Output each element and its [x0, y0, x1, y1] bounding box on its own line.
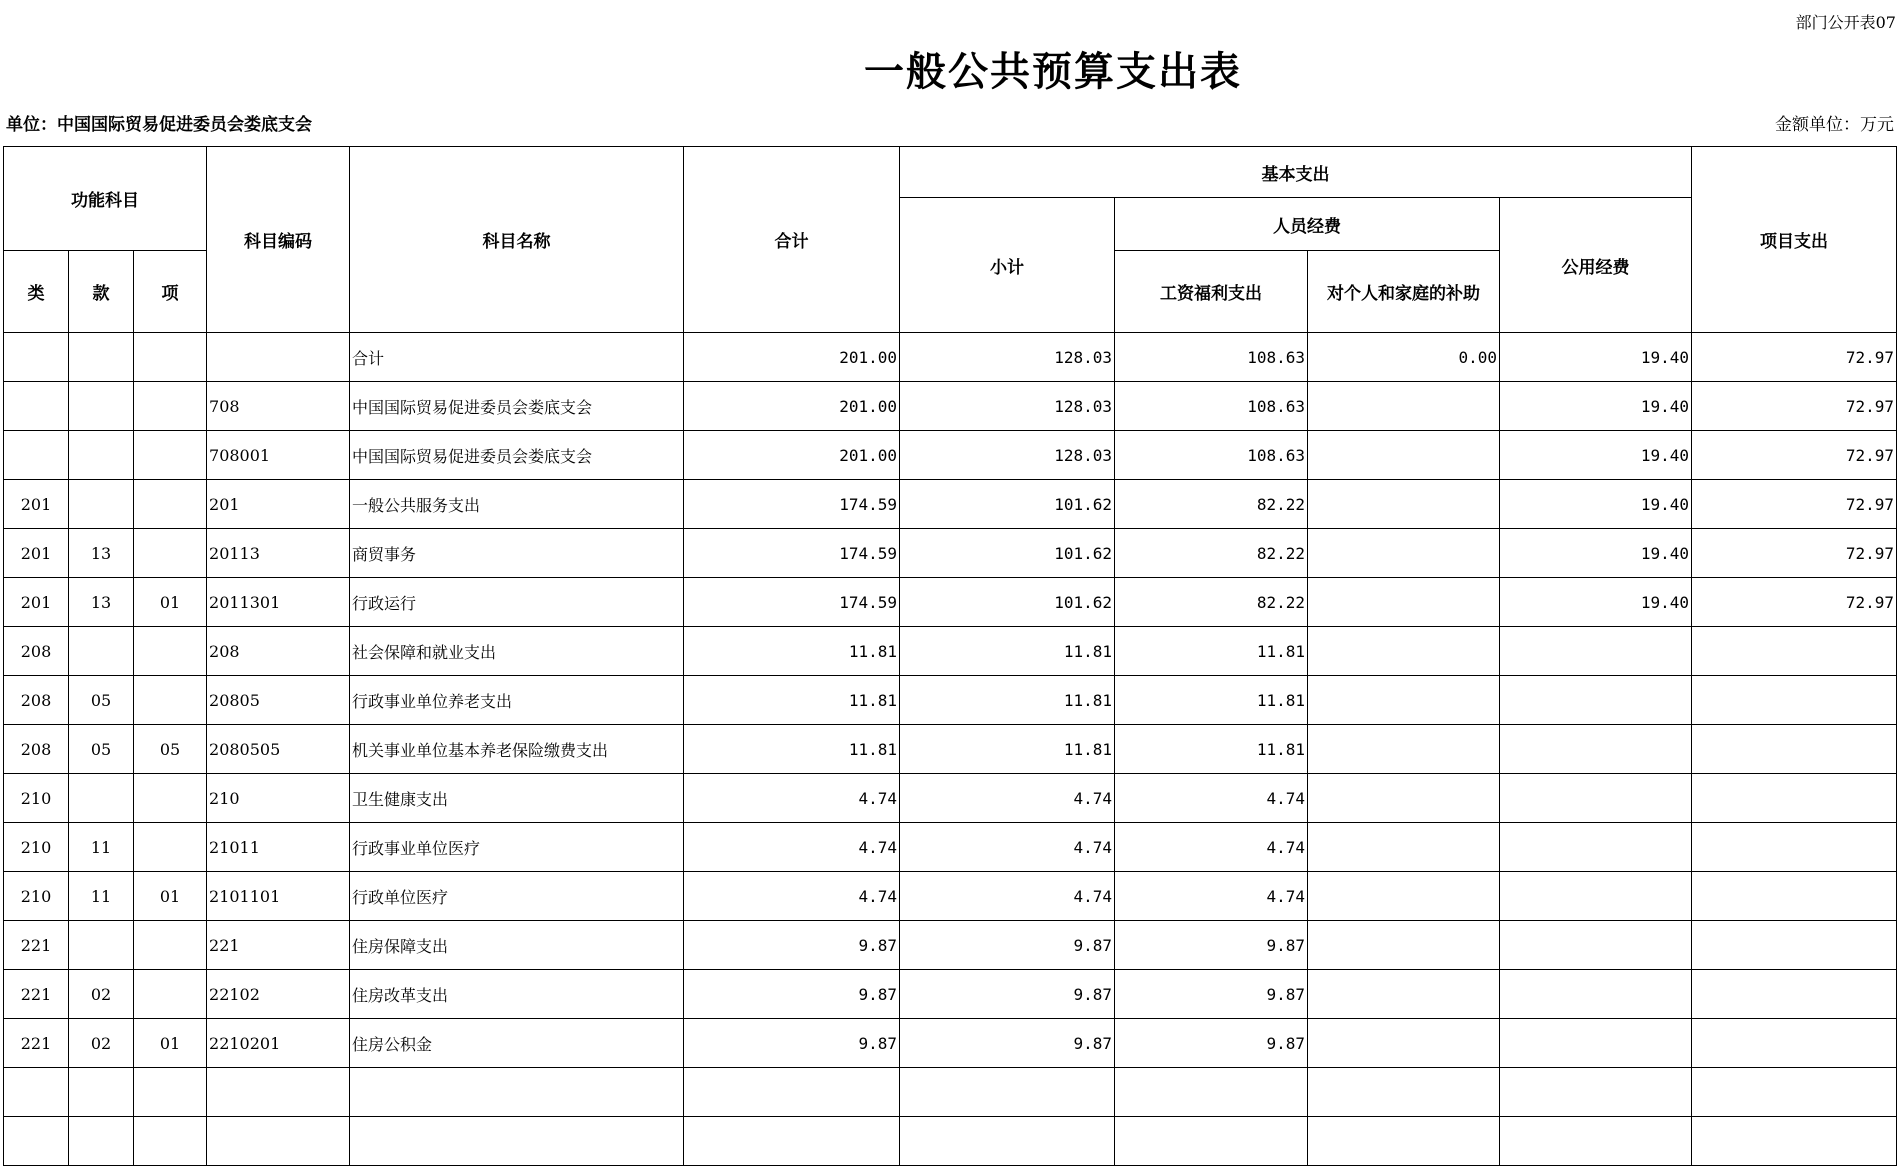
cell-subsidies	[1308, 676, 1500, 725]
cell-public-funds	[1500, 1117, 1692, 1166]
cell-subsidies	[1308, 921, 1500, 970]
cell-project-expense	[1692, 725, 1897, 774]
cell-wages: 9.87	[1115, 1019, 1308, 1068]
cell-kuan: 02	[69, 970, 134, 1019]
cell-xiang	[134, 382, 207, 431]
cell-code: 2210201	[207, 1019, 350, 1068]
cell-kuan: 11	[69, 823, 134, 872]
cell-name: 住房保障支出	[350, 921, 684, 970]
cell-kuan	[69, 431, 134, 480]
cell-kuan	[69, 382, 134, 431]
cell-subsidies	[1308, 382, 1500, 431]
page-code: 部门公开表07	[1795, 13, 1896, 32]
cell-subsidies	[1308, 970, 1500, 1019]
cell-code: 210	[207, 774, 350, 823]
cell-xiang	[134, 921, 207, 970]
cell-kuan: 13	[69, 578, 134, 627]
cell-wages: 82.22	[1115, 529, 1308, 578]
cell-total: 201.00	[684, 431, 900, 480]
table-row	[4, 774, 1897, 823]
cell-code: 2101101	[207, 872, 350, 921]
cell-xiang	[134, 970, 207, 1019]
cell-subtotal: 9.87	[900, 970, 1115, 1019]
cell-public-funds	[1500, 1019, 1692, 1068]
cell-project-expense	[1692, 1117, 1897, 1166]
cell-code: 20113	[207, 529, 350, 578]
cell-wages: 108.63	[1115, 431, 1308, 480]
cell-subsidies	[1308, 725, 1500, 774]
cell-total	[684, 1068, 900, 1117]
cell-kuan: 11	[69, 872, 134, 921]
cell-public-funds	[1500, 872, 1692, 921]
cell-public-funds	[1500, 774, 1692, 823]
cell-lei: 208	[4, 676, 69, 725]
cell-public-funds: 19.40	[1500, 333, 1692, 382]
cell-name: 行政事业单位医疗	[350, 823, 684, 872]
cell-kuan	[69, 774, 134, 823]
cell-project-expense: 72.97	[1692, 431, 1897, 480]
cell-total: 4.74	[684, 872, 900, 921]
cell-xiang	[134, 676, 207, 725]
cell-name: 行政单位医疗	[350, 872, 684, 921]
cell-lei: 210	[4, 774, 69, 823]
cell-name: 行政事业单位养老支出	[350, 676, 684, 725]
cell-total: 11.81	[684, 725, 900, 774]
cell-project-expense	[1692, 774, 1897, 823]
cell-lei: 201	[4, 480, 69, 529]
header-subtotal: 小计	[900, 198, 1115, 333]
cell-total: 174.59	[684, 480, 900, 529]
cell-wages: 108.63	[1115, 382, 1308, 431]
cell-subsidies	[1308, 529, 1500, 578]
cell-subsidies	[1308, 1117, 1500, 1166]
cell-lei: 221	[4, 1019, 69, 1068]
cell-lei: 221	[4, 921, 69, 970]
cell-project-expense	[1692, 970, 1897, 1019]
cell-xiang: 01	[134, 578, 207, 627]
cell-name: 住房改革支出	[350, 970, 684, 1019]
header-function-subject: 功能科目	[4, 147, 207, 251]
cell-public-funds	[1500, 725, 1692, 774]
cell-public-funds	[1500, 921, 1692, 970]
budget-table	[3, 146, 1897, 1166]
cell-code: 708001	[207, 431, 350, 480]
table-row	[4, 1019, 1897, 1068]
cell-name	[350, 1117, 684, 1166]
cell-lei: 208	[4, 627, 69, 676]
cell-kuan: 13	[69, 529, 134, 578]
cell-total: 201.00	[684, 382, 900, 431]
table-row	[4, 1068, 1897, 1117]
cell-public-funds: 19.40	[1500, 480, 1692, 529]
cell-total: 4.74	[684, 823, 900, 872]
cell-xiang	[134, 823, 207, 872]
cell-xiang	[134, 627, 207, 676]
cell-name: 住房公积金	[350, 1019, 684, 1068]
table-row	[4, 921, 1897, 970]
cell-name: 合计	[350, 333, 684, 382]
cell-subtotal	[900, 1068, 1115, 1117]
cell-wages: 82.22	[1115, 480, 1308, 529]
cell-project-expense: 72.97	[1692, 578, 1897, 627]
cell-kuan: 02	[69, 1019, 134, 1068]
cell-code: 201	[207, 480, 350, 529]
table-row	[4, 1117, 1897, 1166]
cell-public-funds: 19.40	[1500, 529, 1692, 578]
cell-subtotal: 128.03	[900, 382, 1115, 431]
table-row	[4, 970, 1897, 1019]
cell-wages	[1115, 1068, 1308, 1117]
cell-subsidies	[1308, 627, 1500, 676]
cell-wages: 4.74	[1115, 774, 1308, 823]
cell-lei: 221	[4, 970, 69, 1019]
cell-kuan	[69, 480, 134, 529]
cell-code: 22102	[207, 970, 350, 1019]
cell-public-funds	[1500, 627, 1692, 676]
table-row	[4, 333, 1897, 382]
cell-wages: 9.87	[1115, 921, 1308, 970]
cell-code: 2011301	[207, 578, 350, 627]
cell-kuan	[69, 1068, 134, 1117]
cell-public-funds	[1500, 970, 1692, 1019]
cell-total: 174.59	[684, 578, 900, 627]
cell-xiang	[134, 1117, 207, 1166]
cell-project-expense: 72.97	[1692, 480, 1897, 529]
cell-total: 4.74	[684, 774, 900, 823]
cell-subtotal: 9.87	[900, 921, 1115, 970]
cell-wages: 11.81	[1115, 676, 1308, 725]
cell-project-expense	[1692, 627, 1897, 676]
cell-xiang	[134, 480, 207, 529]
table-row	[4, 627, 1897, 676]
cell-lei: 201	[4, 529, 69, 578]
cell-subtotal: 11.81	[900, 676, 1115, 725]
header-lei: 类	[4, 251, 69, 333]
cell-kuan: 05	[69, 676, 134, 725]
cell-xiang	[134, 431, 207, 480]
cell-name: 商贸事务	[350, 529, 684, 578]
cell-subsidies	[1308, 480, 1500, 529]
cell-code: 21011	[207, 823, 350, 872]
header-wages: 工资福利支出	[1115, 251, 1308, 333]
cell-name: 中国国际贸易促进委员会娄底支会	[350, 382, 684, 431]
cell-subsidies	[1308, 774, 1500, 823]
cell-name: 卫生健康支出	[350, 774, 684, 823]
cell-name: 行政运行	[350, 578, 684, 627]
table-row	[4, 872, 1897, 921]
cell-project-expense	[1692, 872, 1897, 921]
cell-subtotal: 101.62	[900, 578, 1115, 627]
cell-subtotal: 4.74	[900, 872, 1115, 921]
cell-subtotal: 11.81	[900, 627, 1115, 676]
cell-total: 11.81	[684, 627, 900, 676]
cell-project-expense: 72.97	[1692, 529, 1897, 578]
cell-code: 221	[207, 921, 350, 970]
cell-subtotal: 4.74	[900, 774, 1115, 823]
cell-lei	[4, 431, 69, 480]
cell-total: 9.87	[684, 921, 900, 970]
cell-xiang	[134, 529, 207, 578]
cell-name: 机关事业单位基本养老保险缴费支出	[350, 725, 684, 774]
header-public-funds: 公用经费	[1500, 198, 1692, 333]
cell-kuan: 05	[69, 725, 134, 774]
header-subject-name: 科目名称	[350, 147, 684, 333]
table-row	[4, 431, 1897, 480]
cell-wages: 9.87	[1115, 970, 1308, 1019]
page-title: 一般公共预算支出表	[864, 48, 1242, 95]
table-row	[4, 529, 1897, 578]
cell-lei: 208	[4, 725, 69, 774]
cell-subtotal	[900, 1117, 1115, 1166]
cell-subtotal: 128.03	[900, 333, 1115, 382]
cell-code	[207, 1117, 350, 1166]
cell-subsidies	[1308, 1019, 1500, 1068]
cell-lei: 201	[4, 578, 69, 627]
cell-name: 社会保障和就业支出	[350, 627, 684, 676]
cell-subtotal: 11.81	[900, 725, 1115, 774]
cell-total	[684, 1117, 900, 1166]
cell-wages: 108.63	[1115, 333, 1308, 382]
table-body	[4, 333, 1897, 1166]
cell-xiang	[134, 774, 207, 823]
cell-subsidies: 0.00	[1308, 333, 1500, 382]
cell-total: 9.87	[684, 970, 900, 1019]
cell-lei	[4, 382, 69, 431]
cell-subtotal: 128.03	[900, 431, 1115, 480]
cell-total: 11.81	[684, 676, 900, 725]
cell-kuan	[69, 1117, 134, 1166]
cell-wages: 4.74	[1115, 872, 1308, 921]
cell-project-expense	[1692, 823, 1897, 872]
cell-lei	[4, 1068, 69, 1117]
table-row	[4, 480, 1897, 529]
cell-total: 9.87	[684, 1019, 900, 1068]
cell-public-funds: 19.40	[1500, 382, 1692, 431]
cell-public-funds	[1500, 823, 1692, 872]
cell-code: 2080505	[207, 725, 350, 774]
cell-subtotal: 4.74	[900, 823, 1115, 872]
cell-code: 208	[207, 627, 350, 676]
cell-subsidies	[1308, 872, 1500, 921]
cell-kuan	[69, 627, 134, 676]
table-row	[4, 382, 1897, 431]
cell-project-expense	[1692, 1068, 1897, 1117]
cell-project-expense	[1692, 676, 1897, 725]
cell-lei: 210	[4, 823, 69, 872]
cell-code: 20805	[207, 676, 350, 725]
cell-subsidies	[1308, 578, 1500, 627]
cell-public-funds	[1500, 1068, 1692, 1117]
cell-name: 中国国际贸易促进委员会娄底支会	[350, 431, 684, 480]
cell-kuan	[69, 921, 134, 970]
table-row	[4, 823, 1897, 872]
header-kuan: 款	[69, 251, 134, 333]
cell-project-expense: 72.97	[1692, 333, 1897, 382]
table-row	[4, 676, 1897, 725]
cell-lei	[4, 333, 69, 382]
cell-kuan	[69, 333, 134, 382]
cell-subsidies	[1308, 1068, 1500, 1117]
cell-wages: 11.81	[1115, 725, 1308, 774]
cell-wages: 82.22	[1115, 578, 1308, 627]
header-project-expense: 项目支出	[1692, 147, 1897, 333]
header-subject-code: 科目编码	[207, 147, 350, 333]
cell-xiang	[134, 1068, 207, 1117]
header-personnel: 人员经费	[1115, 198, 1500, 251]
cell-xiang	[134, 333, 207, 382]
cell-total: 174.59	[684, 529, 900, 578]
header-total: 合计	[684, 147, 900, 333]
cell-project-expense	[1692, 921, 1897, 970]
cell-code	[207, 333, 350, 382]
table-row	[4, 725, 1897, 774]
cell-xiang: 01	[134, 872, 207, 921]
cell-wages	[1115, 1117, 1308, 1166]
cell-project-expense	[1692, 1019, 1897, 1068]
cell-name: 一般公共服务支出	[350, 480, 684, 529]
cell-name	[350, 1068, 684, 1117]
cell-subsidies	[1308, 431, 1500, 480]
header-xiang: 项	[134, 251, 207, 333]
cell-subtotal: 9.87	[900, 1019, 1115, 1068]
cell-subtotal: 101.62	[900, 480, 1115, 529]
cell-public-funds	[1500, 676, 1692, 725]
unit-label: 单位：中国国际贸易促进委员会娄底支会	[6, 115, 312, 135]
amount-unit-label: 金额单位：万元	[1775, 115, 1894, 135]
cell-wages: 4.74	[1115, 823, 1308, 872]
cell-xiang: 05	[134, 725, 207, 774]
cell-lei: 210	[4, 872, 69, 921]
table-row	[4, 578, 1897, 627]
cell-total: 201.00	[684, 333, 900, 382]
cell-xiang: 01	[134, 1019, 207, 1068]
cell-project-expense: 72.97	[1692, 382, 1897, 431]
header-basic-expense: 基本支出	[900, 147, 1692, 198]
header-subsidies: 对个人和家庭的补助	[1308, 251, 1500, 333]
cell-code: 708	[207, 382, 350, 431]
cell-code	[207, 1068, 350, 1117]
cell-wages: 11.81	[1115, 627, 1308, 676]
cell-public-funds: 19.40	[1500, 578, 1692, 627]
cell-public-funds: 19.40	[1500, 431, 1692, 480]
cell-subsidies	[1308, 823, 1500, 872]
cell-subtotal: 101.62	[900, 529, 1115, 578]
cell-lei	[4, 1117, 69, 1166]
